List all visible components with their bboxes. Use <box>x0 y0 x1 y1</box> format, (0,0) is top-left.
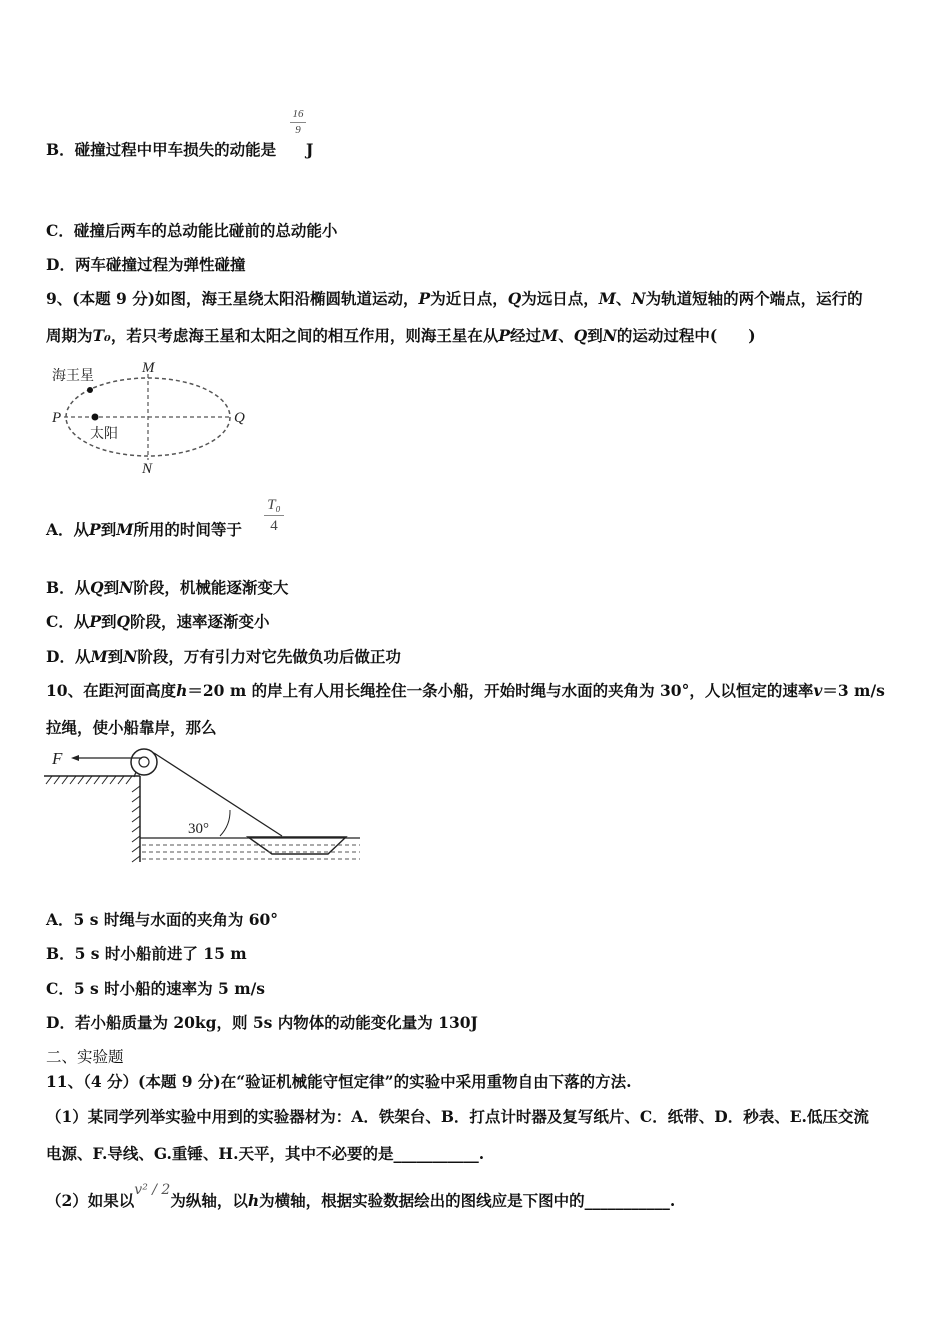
q9-option-a: A．从P到M所用的时间等于 <box>46 520 242 539</box>
force-arrowhead <box>71 755 79 761</box>
fraction-denominator: 9 <box>295 124 301 136</box>
q11-intro: 11、（4 分）(本题 9 分)在“验证机械能守恒定律”的实验中采用重物自由下落的方法. <box>46 1072 632 1091</box>
label-q: Q <box>234 410 245 426</box>
pulley-axle <box>139 757 149 767</box>
q9-option-d: D．从M到N阶段，万有引力对它先做负功后做正功 <box>46 647 401 666</box>
label-n: N <box>142 461 153 477</box>
q9-stem-line2: 周期为T₀，若只考虑海王星和太阳之间的相互作用，则海王星在从P经过M、Q到N的运动过程中( ) <box>46 326 756 345</box>
planet-label: 海王星 <box>52 369 94 384</box>
water-lines <box>142 845 360 859</box>
q10-option-a: A．5 s 时绳与水面的夹角为 60° <box>46 910 279 929</box>
planet-dot <box>87 387 93 393</box>
pulley-wheel <box>131 749 157 775</box>
q11-part2: （2）如果以v² / 2为纵轴，以h为横轴，根据实验数据绘出的图线应是下图中的___________. <box>46 1182 676 1210</box>
sun-label: 太阳 <box>90 427 118 442</box>
fraction-denominator: 4 <box>270 518 278 534</box>
ground-hatching <box>46 776 132 784</box>
q10-option-b: B．5 s 时小船前进了 15 m <box>46 944 247 963</box>
angle-arc <box>220 810 230 836</box>
orbit-diagram <box>46 356 256 478</box>
q8-option-b-fraction <box>288 108 308 137</box>
q9-stem-line1: 9、(本题 9 分)如图，海王星绕太阳沿椭圆轨道运动，P为近日点，Q为远日点，M、N为轨道短轴的两个端点，运行的 <box>46 289 863 308</box>
q10-option-d: D．若小船质量为 20kg，则 5s 内物体的动能变化量为 130J <box>46 1013 478 1032</box>
q8-option-b <box>46 139 276 161</box>
q9-option-a-fraction <box>262 496 286 535</box>
rope <box>154 753 282 836</box>
q11-expression: v² / 2 <box>134 1182 171 1198</box>
label-m: M <box>142 360 155 376</box>
fraction-numerator: 16 <box>292 108 304 120</box>
q9-option-c: C．从P到Q阶段，速率逐渐变小 <box>46 612 270 631</box>
q8-option-c: C．碰撞后两车的总动能比碰前的总动能小 <box>46 221 338 240</box>
q8-option-b-unit: J <box>306 140 314 159</box>
angle-label: 30° <box>188 821 209 837</box>
section-title: 二、实验题 <box>46 1048 124 1066</box>
boat-pulley-diagram <box>44 744 364 870</box>
q10-stem-line2: 拉绳，使小船靠岸，那么 <box>46 718 217 737</box>
q8-option-d: D．两车碰撞过程为弹性碰撞 <box>46 255 246 274</box>
sun-dot <box>92 414 99 421</box>
q10-stem-line1: 10、在距河面高度h＝20 m 的岸上有人用长绳拴住一条小船，开始时绳与水面的夹角为 30°，人以恒定的速率v＝3 m/s <box>46 681 885 700</box>
q11-part1-line2: 电源、F.导线、G.重锤、H.天平，其中不必要的是___________. <box>46 1144 485 1163</box>
q8-option-b-text: B．碰撞过程中甲车损失的动能是 <box>46 140 277 159</box>
q10-option-c: C．5 s 时小船的速率为 5 m/s <box>46 979 266 998</box>
q9-option-b: B．从Q到N阶段，机械能逐渐变大 <box>46 578 289 597</box>
wall-hatching <box>132 786 140 862</box>
q11-part1-line1: （1）某同学列举实验中用到的实验器材为：A．铁架台、B．打点计时器及复写纸片、C．纸带、D．秒表、E.低压交流 <box>46 1107 869 1126</box>
fraction-numerator: T₀ <box>267 497 281 513</box>
force-label: F <box>52 749 63 768</box>
label-p: P <box>52 410 62 426</box>
